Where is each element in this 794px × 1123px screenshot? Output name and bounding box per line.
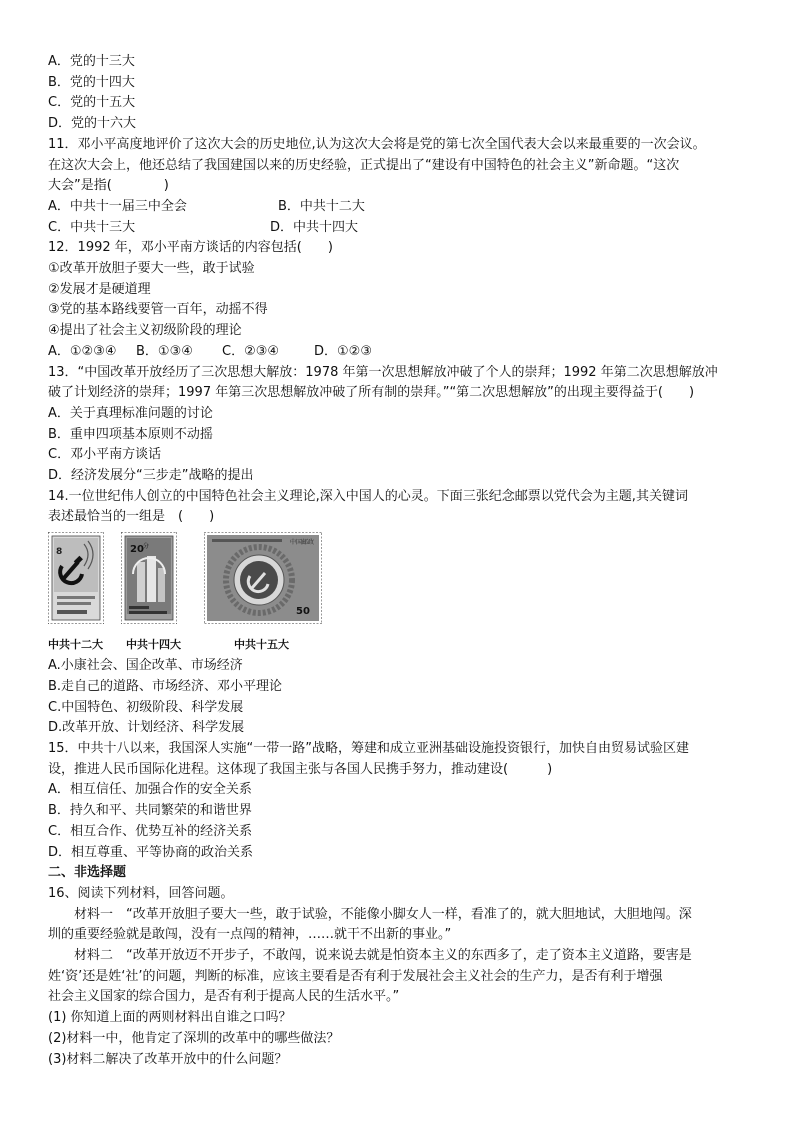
- question-14: [48, 487, 758, 739]
- question-12: [48, 238, 758, 362]
- q13-option-b: B．重申四项基本原则不动摇: [48, 426, 213, 442]
- q10-option-a: A．党的十三大: [48, 54, 135, 69]
- question-15: [48, 739, 758, 863]
- q12-option-c: C．②③④: [222, 343, 280, 359]
- stamp-15th-congress: [204, 532, 322, 624]
- q16-question-1: (1) 你知道上面的两则材料出自谁之口吗？: [48, 1010, 292, 1026]
- q14-stem-line1: 14.一位世纪伟人创立的中国特色社会主义理论,深入中国人的心灵。下面三张纪念邮票以党代会为主题,其关键词: [48, 488, 688, 504]
- stamp-caption-15th: 中共十五大: [234, 638, 289, 652]
- q12-options: [48, 342, 758, 363]
- q11-options-row2: [48, 218, 758, 239]
- q15-option-c: C．相互合作、优势互补的经济关系: [48, 823, 253, 839]
- q12-item-2: ②发展才是硬道理: [48, 281, 151, 297]
- question-11: [48, 135, 758, 239]
- q14-option-d: D.改革开放、计划经济、科学发展: [48, 720, 245, 736]
- stamp-14th-unit: 分: [143, 543, 150, 551]
- q11-options-row1: [48, 197, 758, 218]
- question-13: [48, 363, 758, 487]
- q15-stem-line1: 15．中共十八以来，我国深人实施“一带一路”战略，筹建和成立亚洲基础设施投资银行，加快自由贸易试验区建: [48, 740, 690, 756]
- q13-option-d: D．经济发展分“三步走”战略的提出: [48, 468, 254, 484]
- q11-stem-line2: 在这次大会上，他还总结了我国建国以来的历史经验，正式提出了“建设有中国特色的社会主义”新命题。“这次: [48, 157, 680, 173]
- q11-option-b: B．中共十二大: [278, 198, 365, 214]
- q10-option-d: D．党的十六大: [48, 116, 137, 132]
- q10-option-c: C．党的十五大: [48, 95, 136, 111]
- stamp-caption-12th: 中共十二大: [48, 638, 103, 652]
- q12-item-4: ④提出了社会主义初级阶段的理论: [48, 323, 242, 339]
- q16-question-3: (3)材料二解决了改革开放中的什么问题？: [48, 1051, 288, 1067]
- q13-stem-line1: 13．“中国改革开放经历了三次思想大解放：1978 年第一次思想解放冲破了个人的崇拜；1992 年第二次思想解放冲: [48, 364, 718, 380]
- q11-option-a: A．中共十一届三中全会: [48, 198, 187, 214]
- stamp-15th-country: 中国邮政: [290, 539, 315, 547]
- section-2-title: 二、非选择题: [48, 865, 127, 881]
- stamp-12th-value: 8: [56, 547, 63, 558]
- q12-option-d: D．①②③: [314, 343, 372, 359]
- stamp-15th-value: 50: [296, 606, 310, 618]
- stamp-14th-congress: [121, 532, 177, 624]
- q10-option-b: B．党的十四大: [48, 74, 135, 90]
- q12-option-a: A．①②③④: [48, 343, 117, 359]
- q12-option-b: B．①③④: [136, 343, 193, 359]
- q11-stem-line1: 11．邓小平高度地评价了这次大会的历史地位,认为这次大会将是党的第七次全国代表大会以来最重要的一次会议。: [48, 136, 706, 152]
- q14-option-b: B.走自己的道路、市场经济、邓小平理论: [48, 678, 283, 694]
- q15-option-b: B．持久和平、共同繁荣的和谐世界: [48, 803, 252, 819]
- q12-stem: 12．1992 年，邓小平南方谈话的内容包括( ): [48, 240, 333, 256]
- buildings-icon: [133, 556, 165, 602]
- q12-item-3: ③党的基本路线要管一百年，动摇不得: [48, 302, 268, 318]
- q16-material2-line3: 社会主义国家的综合国力，是否有利于提高人民的生活水平。”: [48, 989, 400, 1005]
- q14-option-c: C.中国特色、初级阶段、科学发展: [48, 699, 244, 715]
- q10-options: [48, 52, 758, 135]
- question-16: [48, 884, 758, 1070]
- q11-option-d: D．中共十四大: [270, 219, 359, 235]
- stamp-gallery: [48, 532, 758, 656]
- q12-item-1: ①改革开放胆子要大一些，敢于试验: [48, 261, 255, 277]
- q14-option-a: A.小康社会、国企改革、市场经济: [48, 658, 243, 674]
- q15-option-d: D．相互尊重、平等协商的政治关系: [48, 844, 254, 860]
- q16-question-2: (2)材料一中，他肯定了深圳的改革中的哪些做法？: [48, 1030, 340, 1046]
- q16-stem: 16、阅读下列材料，回答问题。: [48, 885, 234, 901]
- q13-option-a: A．关于真理标准问题的讨论: [48, 405, 213, 421]
- q16-material2-line2: 姓‘资’还是姓‘社’的问题，判断的标准，应该主要看是否有利于发展社会主义社会的生产力，是否有利于增强: [48, 968, 663, 984]
- q11-stem-line3: 大会”是指( ): [48, 178, 169, 194]
- q16-material1-line2: 圳的重要经验就是敢闯，没有一点闯的精神，……就干不出新的事业。”: [48, 927, 452, 943]
- exam-page: [48, 52, 758, 1070]
- q11-option-c: C．中共十三大: [48, 219, 136, 235]
- q15-option-a: A．相互信任、加强合作的安全关系: [48, 782, 252, 798]
- q16-material2-line1: 材料二 “改革开放迈不开步子，不敢闯，说来说去就是怕资本主义的东西多了，走了资本主义道路，要害是: [74, 948, 692, 964]
- stamp-caption-14th: 中共十四大: [126, 638, 181, 652]
- q13-option-c: C．邓小平南方谈话: [48, 447, 162, 463]
- q14-stem-line2: 表述最恰当的一组是 ( ): [48, 509, 215, 525]
- stamp-12th-congress: [48, 532, 104, 624]
- stamp-14th-value: 20: [130, 544, 144, 556]
- q16-material1-line1: 材料一 “改革开放胆子要大一些，敢于试验，不能像小脚女人一样，看准了的，就大胆地试，大胆地闯。深: [74, 906, 692, 922]
- q15-stem-line2: 设，推进人民币国际化进程。这体现了我国主张与各国人民携手努力，推动建设( ): [48, 761, 553, 777]
- q13-stem-line2: 破了计划经济的崇拜；1997 年第三次思想解放冲破了所有制的崇拜。”“第二次思想解放”的出现主要得益于( ): [48, 385, 695, 401]
